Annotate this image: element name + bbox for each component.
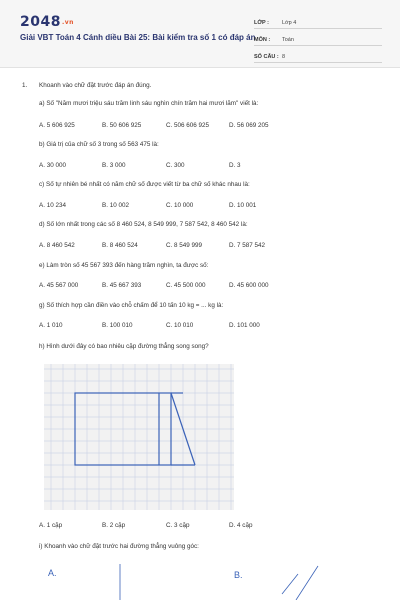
part-c-prompt: c) Số tự nhiên bé nhất có năm chữ số được viết từ ba chữ số khác nhau là: — [39, 181, 250, 188]
meta-row-subject — [254, 31, 382, 46]
logo-text: 2048 — [20, 14, 61, 30]
part-e-option-b[interactable]: B. 45 667 393 — [102, 282, 142, 289]
part-a-option-a[interactable]: A. 5 606 925 — [39, 122, 75, 129]
picture-label-b[interactable]: B. — [234, 570, 243, 580]
part-b-option-a[interactable]: A. 30 000 — [39, 162, 66, 169]
picture-label-a[interactable]: A. — [48, 568, 57, 578]
part-c-option-c[interactable]: C. 10 000 — [166, 202, 194, 209]
part-d-option-b[interactable]: B. 8 460 524 — [102, 242, 138, 249]
part-e-option-a[interactable]: A. 45 567 000 — [39, 282, 79, 289]
document-title: Giải VBT Toán 4 Cánh diều Bài 25: Bài kiểm tra số 1 có đáp án — [20, 33, 256, 42]
logo-suffix: .vn — [61, 18, 74, 26]
part-g-prompt: g) Số thích hợp cần điền vào chỗ chấm để 10 tấn 10 kg = ... kg là: — [39, 302, 224, 309]
grid-lines — [44, 364, 234, 510]
part-b-prompt: b) Giá trị của chữ số 3 trong số 563 475 là: — [39, 141, 159, 148]
meta-row-count — [254, 48, 382, 63]
part-a-option-c[interactable]: C. 506 606 925 — [166, 122, 210, 129]
question-number: 1. — [22, 82, 28, 89]
part-g-option-d[interactable]: D. 101 000 — [229, 322, 260, 329]
part-c-option-b[interactable]: B. 10 002 — [102, 202, 129, 209]
part-c-option-d[interactable]: D. 10 001 — [229, 202, 257, 209]
meta-key: MÔN : — [254, 37, 271, 43]
part-a-option-b[interactable]: B. 50 606 925 — [102, 122, 142, 129]
part-g-option-c[interactable]: C. 10 010 — [166, 322, 194, 329]
question-text: Khoanh vào chữ đặt trước đáp án đúng. — [39, 82, 152, 89]
part-b-option-c[interactable]: C. 300 — [166, 162, 185, 169]
part-e-option-c[interactable]: C. 45 500 000 — [166, 282, 206, 289]
part-g-option-b[interactable]: B. 100 010 — [102, 322, 133, 329]
part-h-option-a[interactable]: A. 1 cặp — [39, 522, 63, 529]
page-header — [0, 0, 400, 68]
part-d-prompt: d) Số lớn nhất trong các số 8 460 524, 8 549 999, 7 587 542, 8 460 542 là: — [39, 221, 248, 228]
part-e-prompt: e) Làm tròn số 45 567 393 đến hàng trăm nghìn, ta được số: — [39, 262, 209, 269]
part-i-prompt: i) Khoanh vào chữ đặt trước hai đường thẳng vuông góc: — [39, 543, 199, 550]
perpendicular-pictures — [40, 556, 370, 600]
part-h-option-d[interactable]: D. 4 cặp — [229, 522, 253, 529]
part-a-prompt: a) Số "Năm mươi triệu sáu trăm linh sáu nghìn chín trăm hai mươi lăm" viết là: — [39, 100, 259, 107]
part-h-option-b[interactable]: B. 2 cặp — [102, 522, 126, 529]
picture-b-lines — [278, 564, 328, 600]
meta-row-grade — [254, 14, 382, 29]
part-h-option-c[interactable]: C. 3 cặp — [166, 522, 190, 529]
part-h-prompt: h) Hình dưới đây có bao nhiêu cặp đường thẳng song song? — [39, 343, 209, 350]
part-d-option-c[interactable]: C. 8 549 999 — [166, 242, 203, 249]
part-c-option-a[interactable]: A. 10 234 — [39, 202, 66, 209]
part-a-option-d[interactable]: D. 56 069 205 — [229, 122, 269, 129]
part-d-option-a[interactable]: A. 8 460 542 — [39, 242, 75, 249]
meta-key: LỚP : — [254, 20, 269, 26]
part-e-option-d[interactable]: D. 45 600 000 — [229, 282, 269, 289]
part-b-option-d[interactable]: D. 3 — [229, 162, 241, 169]
meta-key: SỐ CÂU : — [254, 54, 279, 60]
meta-value: Toán — [282, 37, 294, 43]
parallel-lines-figure — [44, 364, 234, 510]
site-logo[interactable] — [20, 14, 74, 30]
part-g-option-a[interactable]: A. 1 010 — [39, 322, 63, 329]
meta-value: Lớp 4 — [282, 20, 297, 26]
part-b-option-b[interactable]: B. 3 000 — [102, 162, 126, 169]
meta-info — [254, 14, 382, 65]
part-d-option-d[interactable]: D. 7 587 542 — [229, 242, 266, 249]
meta-value: 8 — [282, 54, 286, 60]
picture-a-lines — [110, 564, 130, 600]
